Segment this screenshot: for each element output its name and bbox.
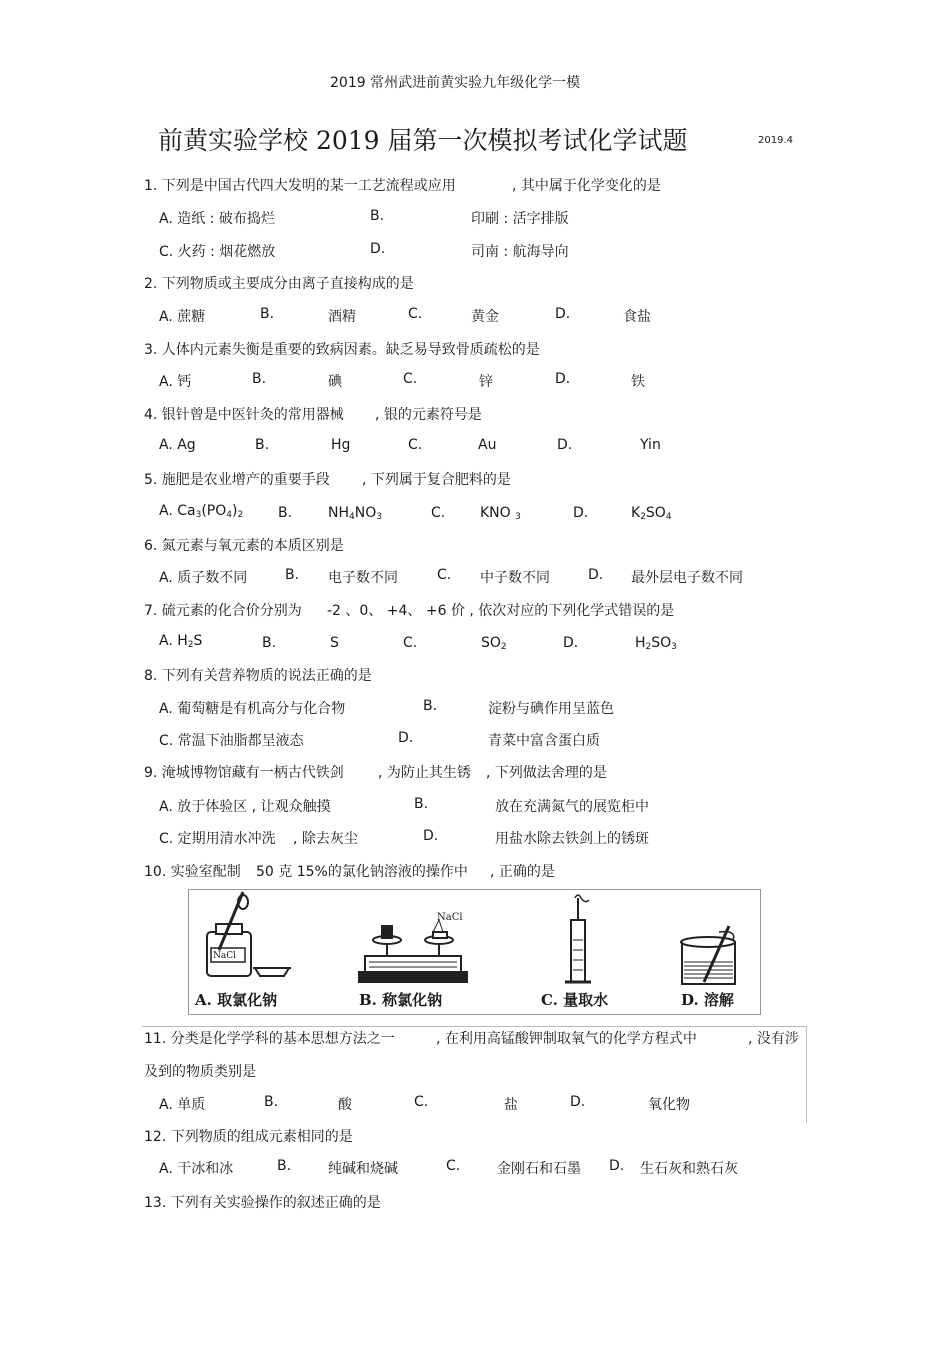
q2-option-d: 食盐 — [623, 309, 651, 325]
figure-label-b: B. 称氯化钠 — [359, 991, 443, 1009]
q6-option-d: 最外层电子数不同 — [631, 570, 743, 586]
q1-option-a: A. 造纸 : 破布捣烂 — [159, 211, 275, 227]
q9-option-d: 用盐水除去铁剑上的锈斑 — [495, 831, 649, 847]
q7-option-d: $H_2SO_3$ — [635, 635, 677, 652]
q11-option-b: 酸 — [338, 1097, 352, 1113]
question-7-stem-tail: -2 、0、 +4、 +6 价 , 依次对应的下列化学式错误的是 — [327, 603, 675, 619]
q7-option-b: S — [330, 635, 339, 651]
q12-option-d-letter: D. — [609, 1158, 625, 1174]
q2-option-c-letter: C. — [408, 306, 423, 322]
figure-label-a: A. 取氯化钠 — [195, 991, 278, 1009]
q6-option-c-letter: C. — [437, 567, 452, 583]
q5-option-b-letter: B. — [278, 505, 293, 521]
nacl-bottle-label: NaCl — [213, 951, 237, 961]
q4-option-a: A. Ag — [159, 437, 196, 453]
q9-option-c: C. 定期用清水冲洗 — [159, 831, 276, 847]
q7-option-a: A. $H_2S$ — [159, 633, 203, 650]
question-9-stem-tail: , 下列做法舍理的是 — [486, 765, 607, 781]
q8-option-d: 青菜中富含蛋白质 — [488, 733, 600, 749]
q2-option-d-letter: D. — [555, 306, 571, 322]
q2-option-b-letter: B. — [260, 306, 275, 322]
q9-option-d-letter: D. — [423, 828, 439, 844]
q6-option-c: 中子数不同 — [480, 570, 550, 586]
nacl-balance-label: NaCl — [437, 912, 463, 923]
question-11-stem-line2: 及到的物质类别是 — [144, 1064, 256, 1080]
q6-option-b-letter: B. — [285, 567, 300, 583]
q6-option-b: 电子数不同 — [328, 570, 398, 586]
q1-option-d-letter: D. — [370, 241, 386, 257]
question-4-stem: 4. 银针曾是中医针灸的常用器械 — [144, 407, 344, 423]
q4-option-b-letter: B. — [255, 437, 270, 453]
question-9-stem: 9. 淹城博物馆藏有一柄古代铁剑 — [144, 765, 344, 781]
q4-option-d-letter: D. — [557, 437, 573, 453]
q11-option-c-letter: C. — [414, 1094, 429, 1110]
question-4-stem-tail: , 银的元素符号是 — [375, 407, 482, 423]
question-1-stem-tail: , 其中属于化学变化的是 — [512, 178, 661, 194]
q9-option-b: 放在充满氮气的展览柜中 — [495, 799, 649, 815]
question-10-stem-tail: , 正确的是 — [490, 864, 555, 880]
figure-label-d: D. 溶解 — [681, 991, 734, 1009]
question-10-stem-mid: 50 克 15%的氯化钠溶液的操作中 — [256, 864, 468, 880]
question-5-stem-tail: , 下列属于复合肥料的是 — [362, 472, 511, 488]
q8-option-a: A. 葡萄糖是有机高分与化合物 — [159, 701, 346, 717]
q4-option-b: Hg — [331, 437, 351, 453]
page-title: 前黄实验学校 2019 届第一次模拟考试化学试题 — [158, 126, 688, 155]
q8-option-d-letter: D. — [398, 730, 414, 746]
q11-option-a: A. 单质 — [159, 1097, 206, 1113]
q5-option-b: $NH_4NO_3$ — [328, 505, 382, 522]
question-11-stem-tail: , 没有涉 — [748, 1031, 799, 1047]
figure-label-c: C. 量取水 — [541, 991, 609, 1009]
question-11-stem-mid: , 在利用高锰酸钾制取氧气的化学方程式中 — [436, 1031, 697, 1047]
q3-option-c-letter: C. — [403, 371, 418, 387]
q4-option-d: Yin — [640, 437, 661, 453]
q12-option-c-letter: C. — [446, 1158, 461, 1174]
question-1-stem: 1. 下列是中国古代四大发明的某一工艺流程或应用 — [144, 178, 456, 194]
q12-option-d: 生石灰和熟石灰 — [640, 1161, 738, 1177]
q12-option-b: 纯碱和烧碱 — [328, 1161, 398, 1177]
exam-date: 2019.4 — [758, 135, 793, 146]
q8-option-b: 淀粉与碘作用呈蓝色 — [488, 701, 614, 717]
q1-option-d: 司南 : 航海导向 — [471, 244, 569, 260]
q11-option-c: 盐 — [504, 1097, 518, 1113]
question-9-stem-mid: , 为防止其生锈 — [378, 765, 471, 781]
page-header: 2019 常州武进前黄实验九年级化学一模 — [330, 75, 581, 91]
question-8-stem: 8. 下列有关营养物质的说法正确的是 — [144, 668, 372, 684]
q3-option-d: 铁 — [631, 374, 645, 390]
q8-option-b-letter: B. — [423, 698, 438, 714]
q11-option-d-letter: D. — [570, 1094, 586, 1110]
q6-option-a: A. 质子数不同 — [159, 570, 248, 586]
question-7-stem: 7. 硫元素的化合价分别为 — [144, 603, 302, 619]
q11-option-d: 氧化物 — [648, 1097, 690, 1113]
q9-option-b-letter: B. — [414, 796, 429, 812]
q3-option-c: 锌 — [479, 374, 493, 390]
question-11-stem: 11. 分类是化学学科的基本思想方法之一 — [144, 1031, 395, 1047]
q7-option-b-letter: B. — [262, 635, 277, 651]
question-2-stem: 2. 下列物质或主要成分由离子直接构成的是 — [144, 276, 414, 292]
q1-option-c: C. 火药 : 烟花燃放 — [159, 244, 276, 260]
q1-option-b: 印刷 : 活字排版 — [471, 211, 569, 227]
lab-operations-figure — [188, 889, 761, 1015]
question-6-stem: 6. 氮元素与氧元素的本质区别是 — [144, 538, 344, 554]
question-5-stem: 5. 施肥是农业增产的重要手段 — [144, 472, 330, 488]
q2-option-c: 黄金 — [471, 309, 499, 325]
q7-option-d-letter: D. — [563, 635, 579, 651]
q5-option-d: $K_2SO_4$ — [631, 505, 672, 522]
q7-option-c-letter: C. — [403, 635, 418, 651]
q11-option-b-letter: B. — [264, 1094, 279, 1110]
q4-option-c-letter: C. — [408, 437, 423, 453]
q5-option-c-letter: C. — [431, 505, 446, 521]
q3-option-d-letter: D. — [555, 371, 571, 387]
q3-option-a: A. 钙 — [159, 374, 192, 390]
q12-option-b-letter: B. — [277, 1158, 292, 1174]
question-10-stem: 10. 实验室配制 — [144, 864, 241, 880]
q7-option-c: $SO_2$ — [481, 635, 507, 652]
q9-option-a: A. 放于体验区 , 让观众触摸 — [159, 799, 331, 815]
q2-option-b: 酒精 — [328, 309, 356, 325]
question-3-stem: 3. 人体内元素失衡是重要的致病因素。缺乏易导致骨质疏松的是 — [144, 342, 540, 358]
q3-option-b: 碘 — [328, 374, 342, 390]
q1-option-b-letter: B. — [370, 208, 385, 224]
q5-option-a: A. $Ca_3(PO_4)_2$ — [159, 503, 244, 520]
q9-option-c-tail: , 除去灰尘 — [293, 831, 358, 847]
q5-option-c: KNO $_3$ — [480, 505, 521, 522]
q12-option-a: A. 干冰和冰 — [159, 1161, 234, 1177]
q12-option-c: 金刚石和石墨 — [497, 1161, 581, 1177]
q8-option-c: C. 常温下油脂都呈液态 — [159, 733, 304, 749]
q6-option-d-letter: D. — [588, 567, 604, 583]
q3-option-b-letter: B. — [252, 371, 267, 387]
q4-option-c: Au — [478, 437, 497, 453]
q2-option-a: A. 蔗糖 — [159, 309, 206, 325]
question-13-stem: 13. 下列有关实验操作的叙述正确的是 — [144, 1195, 381, 1211]
question-12-stem: 12. 下列物质的组成元素相同的是 — [144, 1129, 353, 1145]
q5-option-d-letter: D. — [573, 505, 589, 521]
